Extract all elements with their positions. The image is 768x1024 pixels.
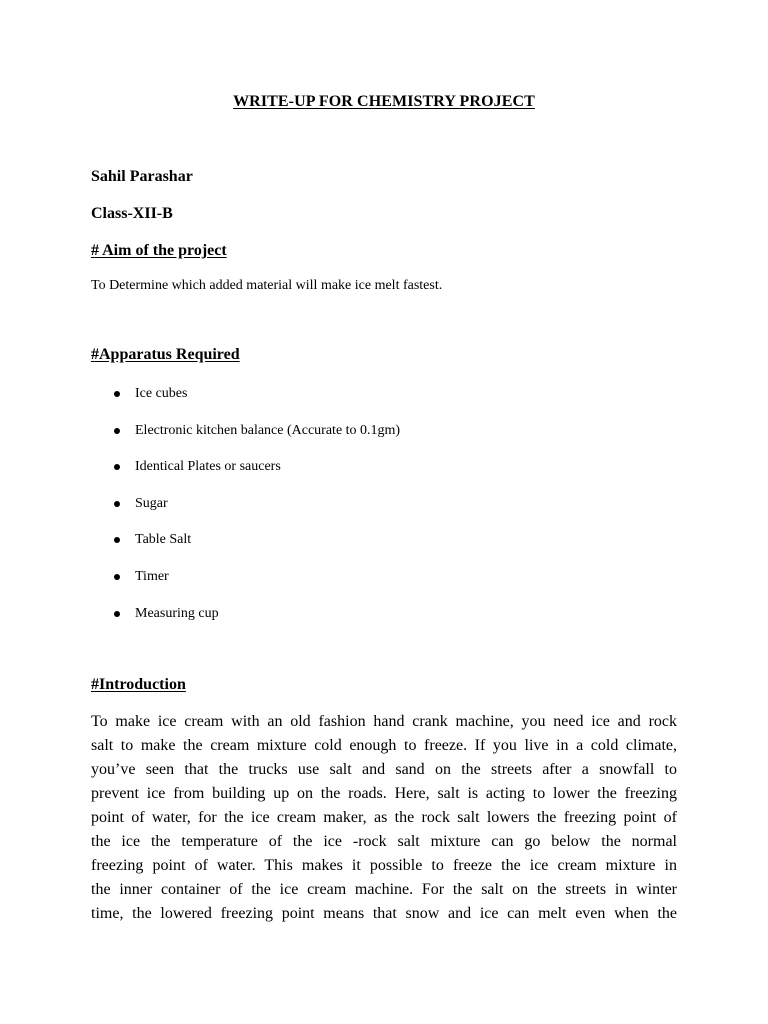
paragraph-line: the ice the temperature of the ice -rock salt mixture can go below the normal bbox=[91, 833, 677, 850]
paragraph-line: prevent ice from building up on the roads. Here, salt is acting to lower the freezing bbox=[91, 785, 677, 802]
apparatus-item-label: Identical Plates or saucers bbox=[135, 459, 281, 475]
apparatus-item-label: Electronic kitchen balance (Accurate to 0.1gm) bbox=[135, 422, 401, 438]
apparatus-item-label: Table Salt bbox=[135, 532, 192, 548]
student-name: Sahil Parashar bbox=[91, 168, 193, 185]
paragraph-line: salt to make the cream mixture cold enough to freeze. If you live in a cold climate, bbox=[91, 737, 677, 754]
apparatus-item-label: Timer bbox=[135, 568, 169, 584]
apparatus-item-label: Sugar bbox=[135, 495, 168, 511]
bullet-icon bbox=[114, 537, 120, 543]
document-title: WRITE-UP FOR CHEMISTRY PROJECT bbox=[233, 93, 535, 110]
bullet-icon bbox=[114, 574, 120, 580]
student-class: Class-XII-B bbox=[91, 205, 173, 222]
apparatus-heading: #Apparatus Required bbox=[91, 346, 240, 363]
paragraph-line: the inner container of the ice cream machine. For the salt on the streets in winter bbox=[91, 881, 677, 898]
bullet-icon bbox=[114, 464, 120, 470]
paragraph-line: point of water, for the ice cream maker, as the rock salt lowers the freezing point of bbox=[91, 809, 677, 826]
bullet-icon bbox=[114, 501, 120, 507]
paragraph-line: To make ice cream with an old fashion hand crank machine, you need ice and rock bbox=[91, 713, 677, 730]
bullet-icon bbox=[114, 428, 120, 434]
bullet-icon bbox=[114, 611, 120, 617]
paragraph-line: you’ve seen that the trucks use salt and sand on the streets after a snowfall to bbox=[91, 761, 677, 778]
introduction-paragraph bbox=[91, 710, 677, 926]
paragraph-line: freezing point of water. This makes it possible to freeze the ice cream mixture in bbox=[91, 857, 677, 874]
aim-heading: # Aim of the project bbox=[91, 242, 227, 259]
aim-text: To Determine which added material will make ice melt fastest. bbox=[91, 278, 443, 293]
bullet-icon bbox=[114, 391, 120, 397]
apparatus-item-label: Measuring cup bbox=[135, 605, 219, 621]
apparatus-item-label: Ice cubes bbox=[135, 386, 188, 401]
paragraph-line: time, the lowered freezing point means that snow and ice can melt even when the bbox=[91, 905, 677, 922]
introduction-heading: #Introduction bbox=[91, 676, 186, 693]
